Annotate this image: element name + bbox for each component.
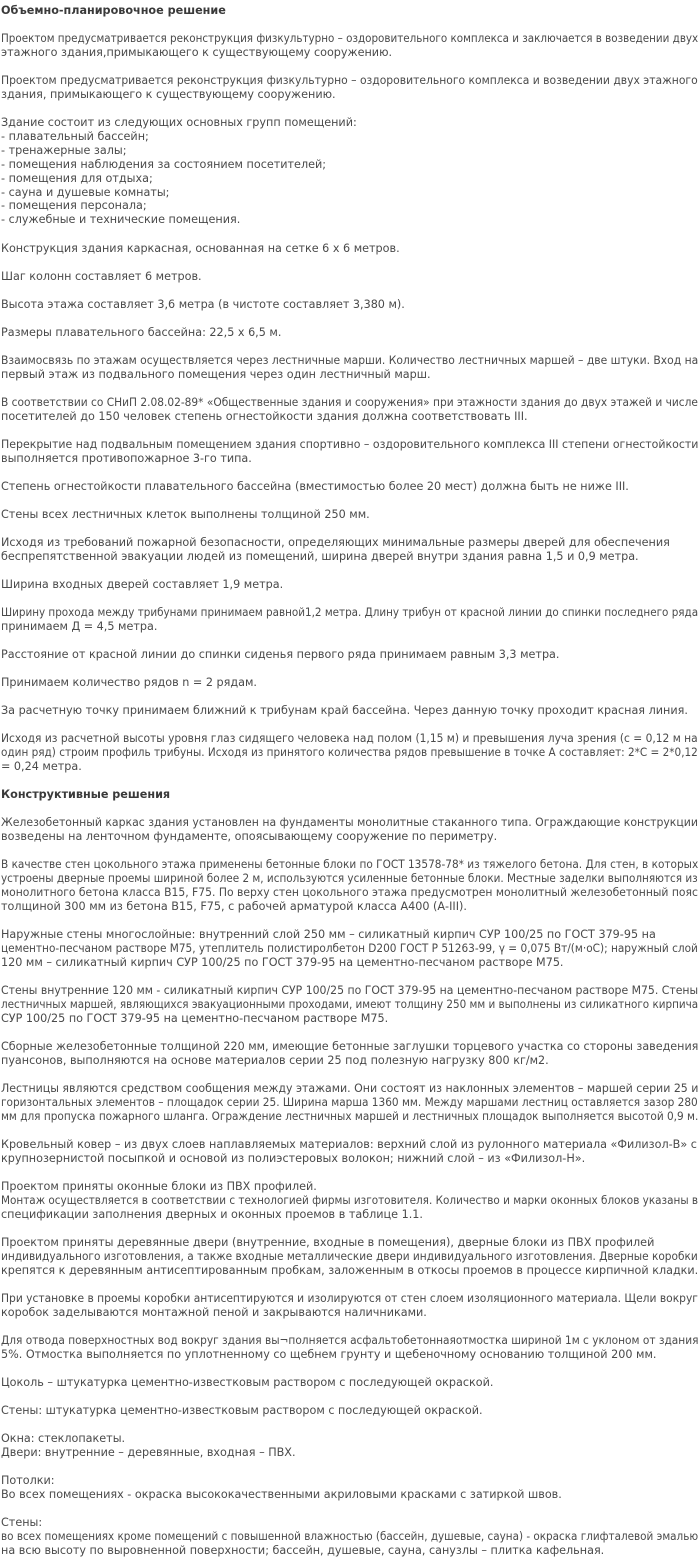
- paragraph: Проектом приняты оконные блоки из ПВХ профилей. Монтаж осуществляется в соответствии с технологией фирмы изготовителя. Количество и марки оконных блоков указаны в спецификации заполнения дверных и оконных проемов в таблице 1.1.: [1, 1180, 699, 1221]
- paragraph: Взаимосвязь по этажам осуществляется через лестничные марши. Количество лестничных маршей – две штуки. Вход на первый этаж из подвального помещения через один лестничный марш.: [1, 354, 699, 381]
- paragraph: Высота этажа составляет 3,6 метра (в чистоте составляет 3,380 м).: [1, 298, 405, 311]
- paragraph: За расчетную точку принимаем ближний к трибунам край бассейна. Через данную точку проходит красная линия.: [1, 704, 688, 717]
- paragraph: Кровельный ковер – из двух слоев наплавляемых материалов: верхний слой из рулонного материала «Филизол-В» с крупнозернистой посыпкой и основой из полиэстеровых волокон; нижний слой – из «Филизол-Н».: [1, 1138, 697, 1165]
- paragraph: Стены всех лестничных клеток выполнены толщиной 250 мм.: [1, 508, 370, 521]
- paragraph: Проектом предусматривается реконструкция физкультурно – оздоровительного комплекса и возведении двух этажного здания, примыкающего к существующему сооружению.: [1, 74, 698, 101]
- paragraph: Стены: штукатурка цементно-известковым раствором с последующей окраской.: [1, 1404, 483, 1417]
- paragraph: Конструкция здания каркасная, основанная на сетке 6 х 6 метров.: [1, 242, 400, 255]
- paragraph: Расстояние от красной линии до спинки сиденья первого ряда принимаем равным 3,3 метра.: [1, 648, 560, 661]
- paragraph: Проектом предусматривается реконструкция физкультурно – оздоровительного комплекса и заключается в возведении двух этажного здания,примыкающего к существующему сооружению.: [1, 32, 699, 59]
- paragraph: Наружные стены многослойные: внутренний слой 250 мм – силикатный кирпич СУР 100/25 по ГОСТ 379-95 на цементно-песчаном растворе М75, утеплитель полистиролбетон D200 ГОСТ Р 51263-99, γ = 0,075 Вт/(м·оС); наружный слой 120 мм – силикатный кирпич СУР 100/25 по ГОСТ 379-95 на цементно-песчаном растворе М75.: [1, 928, 698, 969]
- paragraph: Потолки: Во всех помещениях - окраска высококачественными акриловыми красками с затиркой швов.: [1, 1474, 562, 1501]
- section-heading-structural: Конструктивные решения: [1, 788, 171, 801]
- paragraph: Окна: стеклопакеты. Двери: внутренние – деревянные, входная – ПВХ.: [1, 1432, 296, 1459]
- paragraph: Железобетонный каркас здания установлен на фундаменты монолитные стаканного типа. Ограждающие конструкции возведены на ленточном фундаменте, опоясывающему сооружение по периметру.: [1, 816, 698, 843]
- paragraph: Принимаем количество рядов n = 2 рядам.: [1, 676, 257, 689]
- paragraph: Ширину прохода между трибунами принимаем равной1,2 метра. Длину трибун от красной линии до спинки последнего ряда принимаем Д = 4,5 метра.: [1, 606, 699, 633]
- paragraph: Цоколь – штукатурка цементно-известковым раствором с последующей окраской.: [1, 1376, 494, 1389]
- paragraph: Для отвода поверхностных вод вокруг здания вы¬полняется асфальтобетоннаяотмостка шириной 1м с уклоном от здания 5%. Отмостка выполняется по уплотненному со щебнем грунту и щебеночному основанию толщиной 200 мм.: [1, 1334, 699, 1361]
- paragraph: Исходя из расчетной высоты уровня глаз сидящего человека над полом (1,15 м) и превышения луча зрения (с = 0,12 м на один ряд) строим профиль трибуны. Исходя из принятого количества рядов превышение в точке А составляет: 2*С = 2*0,12 = 0,24 метра.: [1, 732, 698, 773]
- section-heading-planning: Объемно-планировочное решение: [1, 4, 226, 17]
- paragraph: В качестве стен цокольного этажа применены бетонные блоки по ГОСТ 13578-78* из тяжелого бетона. Для стен, в которых устроены дверные проемы шириной более 2 м, используются усиленные бетонные блоки. Местные заделки выполняются из монолитного бетона класса В15, F75. По верху стен цокольного этажа предусмотрен монолитный железобетонный пояс толщиной 300 мм из бетона В15, F75, с рабочей арматурой класса А400 (А-III).: [1, 858, 699, 913]
- paragraph: Степень огнестойкости плавательного бассейна (вместимостью более 20 мест) должна быть не ниже III.: [1, 480, 629, 493]
- paragraph: Ширина входных дверей составляет 1,9 метра.: [1, 578, 284, 591]
- paragraph: Размеры плавательного бассейна: 22,5 х 6,5 м.: [1, 326, 282, 339]
- paragraph: Исходя из требований пожарной безопасности, определяющих минимальные размеры дверей для обеспечения беспрепятственной эвакуации людей из помещений, ширина дверей внутри здания равна 1,5 и 0,9 метра.: [1, 536, 670, 563]
- paragraph: Стены внутренние 120 мм - силикатный кирпич СУР 100/25 по ГОСТ 379-95 на цементно-песчаном растворе М75. Стены лестничных маршей, являющихся эвакуационными проходами, имеют толщину 250 мм и выполнены из силикатного кирпича СУР 100/25 по ГОСТ 379-95 на цементно-песчаном растворе М75.: [1, 984, 699, 1025]
- paragraph: Стены: во всех помещениях кроме помещений с повышенной влажностью (бассейн, душевые, сауна) - окраска глифталевой эмалью на всю высоту по выровненной поверхности; бассейн, душевые, сауна, санузлы – плитка кафельная.: [1, 1516, 699, 1557]
- paragraph: Шаг колонн составляет 6 метров.: [1, 270, 202, 283]
- paragraph: Сборные железобетонные толщиной 220 мм, имеющие бетонные заглушки торцевого участка со стороны заведения пуансонов, выполняются на основе материалов серии 25 под полезную нагрузку 800 кг/м2.: [1, 1040, 699, 1067]
- paragraph: Проектом приняты деревянные двери (внутренние, входные в помещения), дверные блоки из ПВХ профилей индивидуального изготовления, а также входные металлические двери индивидуального изготовления. Дверные коробки крепятся к деревянным антисептированным пробкам, заложенным в откосы проемов в процессе кирпичной кладки.: [1, 1236, 699, 1277]
- paragraph: При установке в проемы коробки антисептируются и изолируются от стен слоем изоляционного материала. Щели вокруг коробок заделываются монтажной пеной и закрываются наличниками.: [1, 1292, 698, 1319]
- room-groups-list: Здание состоит из следующих основных групп помещений: - плавательный бассейн; - тренажерные залы; - помещения наблюдения за состоянием посетителей; - помещения для отдыха; - сауна и душевые комнаты; - помещения персонала; - служебные и технические помещения.: [1, 116, 357, 227]
- paragraph: В соответствии со СНиП 2.08.02-89* «Общественные здания и сооружения» при этажности здания до двух этажей и числе посетителей до 150 человек степень огнестойкости здания должна соответствовать III.: [1, 396, 698, 423]
- paragraph: Перекрытие над подвальным помещением здания спортивно – оздоровительного комплекса III степени огнестойкости выполняется противопожарное 3-го типа.: [1, 438, 699, 465]
- paragraph: Лестницы являются средством сообщения между этажами. Они состоят из наклонных элементов – маршей серии 25 и горизонтальных элементов – площадок серии 25. Ширина марша 1360 мм. Между маршами лестниц оставляется зазор 280 мм для пропуска пожарного шланга. Ограждение лестничных маршей и лестничных площадок выполняется высотой 0,9 м.: [1, 1082, 699, 1123]
